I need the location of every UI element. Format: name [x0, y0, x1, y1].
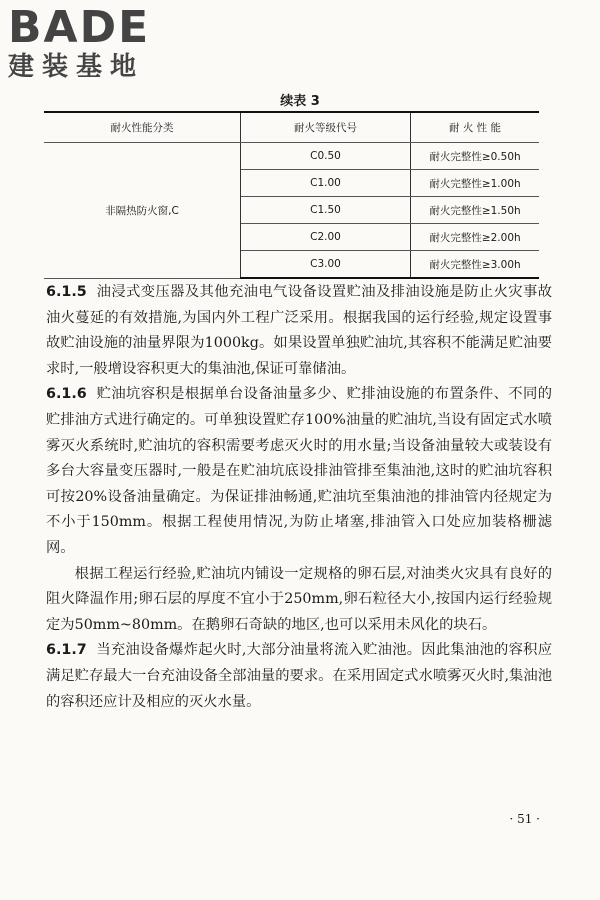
performance-cell: 耐火完整性≥3.00h — [411, 251, 540, 279]
code-cell: C1.50 — [241, 197, 411, 224]
section-text: 贮油坑容积是根据单台设备油量多少、贮排油设施的布置条件、不同的贮排油方式进行确定的。可单独设置贮存100%油量的贮油坑,当设有固定式水喷雾灭火系统时,贮油坑的容积需要考虑灭火时的用水量;当设备油量较大或装设有多台大容量变压器时,一般是在贮油坑底设排油管排至集油池,这时的贮油坑容积可按20%设备油量确定。为保证排油畅通,贮油坑至集油池的排油管内径规定为不小于150mm。根据工程使用情况,为防止堵塞,排油管入口处应加装格栅滤网。 — [46, 386, 552, 556]
code-cell: C3.00 — [241, 251, 411, 279]
performance-cell: 耐火完整性≥1.00h — [411, 170, 540, 197]
header-classification: 耐火性能分类 — [44, 112, 241, 143]
category-cell: 非隔热防火窗,C — [44, 143, 241, 279]
section-text: 油浸式变压器及其他充油电气设备设置贮油及排油设施是防止火灾事故油火蔓延的有效措施,为国内外工程广泛采用。根据我国的运行经验,规定设置事故贮油设施的油量界限为1000kg。如果设置单独贮油坑,其容积不能满足贮油要求时,一般增设容积更大的集油池,保证可靠储油。 — [46, 284, 552, 377]
header-performance: 耐 火 性 能 — [411, 112, 540, 143]
paragraph-6-1-7 — [46, 638, 552, 715]
performance-cell: 耐火完整性≥0.50h — [411, 143, 540, 170]
section-text: 当充油设备爆炸起火时,大部分油量将流入贮油池。因此集油池的容积应满足贮存最大一台充油设备全部油量的要求。在采用固定式水喷雾灭火时,集油池的容积还应计及相应的灭火水量。 — [46, 642, 552, 710]
body-text — [46, 280, 552, 715]
table-row — [44, 143, 539, 170]
logo-subtitle: 建装基地 — [8, 52, 145, 82]
bade-logo — [8, 2, 180, 82]
paragraph-6-1-5 — [46, 280, 552, 382]
performance-cell: 耐火完整性≥1.50h — [411, 197, 540, 224]
table-caption: 续表 3 — [280, 94, 320, 109]
code-cell: C0.50 — [241, 143, 411, 170]
section-number: 6.1.5 — [46, 284, 87, 300]
code-cell: C2.00 — [241, 224, 411, 251]
paragraph-6-1-6 — [46, 382, 552, 561]
page-number: · 51 · — [509, 812, 540, 826]
performance-cell: 耐火完整性≥2.00h — [411, 224, 540, 251]
code-cell: C1.00 — [241, 170, 411, 197]
fire-resistance-table — [44, 111, 539, 279]
paragraph-6-1-6-continued: 根据工程运行经验,贮油坑内铺设一定规格的卵石层,对油类火灾具有良好的阻火降温作用;卵石层的厚度不宜小于250mm,卵石粒径大小,按国内运行经验规定为50mm~80mm。在鹅卵石奇缺的地区,也可以采用未风化的块石。 — [46, 565, 552, 633]
table-header-row — [44, 112, 539, 143]
section-number: 6.1.7 — [46, 642, 87, 659]
section-number: 6.1.6 — [46, 386, 87, 403]
logo-wordmark: BADE — [8, 2, 151, 53]
header-code: 耐火等级代号 — [241, 112, 411, 143]
